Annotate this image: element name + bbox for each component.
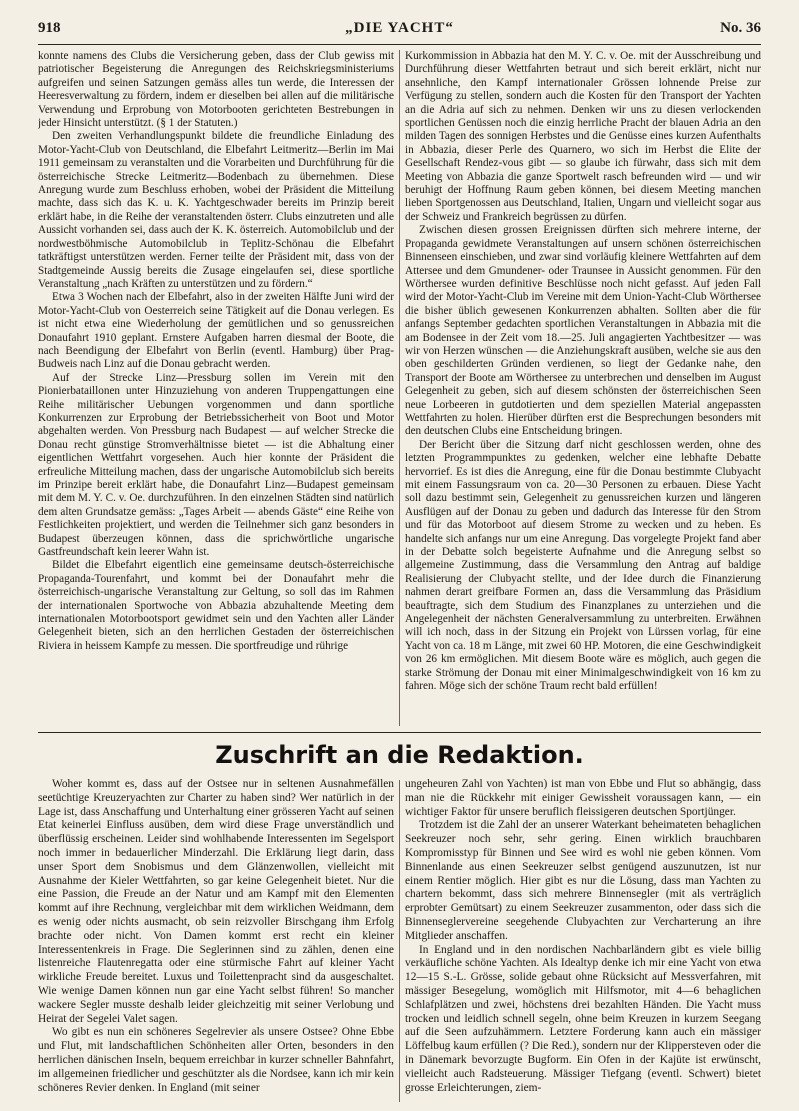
journal-title: „DIE YACHT“ bbox=[345, 20, 454, 36]
column-divider bbox=[399, 780, 400, 1102]
paragraph: Bildet die Elbefahrt eigentlich eine gemeinsame deutsch-österreichische Propaganda-Tourenfahrt, und kommt bei der Donaufahrt mehr die österreichisch-ungarische Veranstaltung zur Geltung, so soll das im Rahmen der internationalen Sportwoche von Abbazia abzuhaltende Meeting dem internationalen Motorbootsport gewidmet sein und den Yachten aller Länder Gelegenheit bieten, sich an den herrlichen Gestaden der österreichischen Riviera in heissem Kampfe zu messen. Die sportfreudige und rührige bbox=[38, 559, 394, 652]
paragraph: Kurkommission in Abbazia hat den M. Y. C. v. Oe. mit der Ausschreibung und Durchführung dieser Wettfahrten betraut und sich bereit erklärt, nicht nur ansehnliche, den Kampf internationaler Grössen lohnende Preise zur Verfügung zu stellen, sondern auch die Kosten für den Transport der Yachten an die Adria auf sich zu nehmen. Denken wir uns zu diesen verlockenden sportlichen Genüssen noch die einzig herrliche Pracht der blauen Adria an den milden Tagen des sonnigen Herbstes und die Genüsse eines kurzen Aufenthalts in Abbazia, dieser Perle des Quarnero, wo sich im Herbst die Elite der Gesellschaft Rendez-vous gibt — so glaube ich fürwahr, dass sich mit dem Meeting von Abbazia die ganze Sportwelt rasch befreunden wird — und wir beruhigt der Hoffnung Raum geben können, bei diesem Meeting manchen lieben Sportgenossen aus Deutschland, Italien, Ungarn und vielleicht sogar aus der Schweiz und Frankreich begrüssen zu dürfen. bbox=[405, 50, 761, 223]
letter-column-right bbox=[405, 778, 761, 1102]
page-header bbox=[38, 14, 761, 45]
letter-column-left bbox=[38, 778, 394, 1102]
paragraph: ungeheuren Zahl von Yachten) ist man von Ebbe und Flut so abhängig, dass man nie die Rückkehr mit einiger Gewissheit voraussagen kann, — ein wichtiger Faktor für unsere beruflich fleissigeren deutschen Sportjünger. bbox=[405, 778, 761, 818]
paragraph: In England und in den nordischen Nachbarländern gibt es viele billig verkäufliche schöne Yachten. Als Idealtyp denke ich mir eine Yacht von etwa 12—15 S.-L. Grösse, solide gebaut ohne Rücksicht auf Messverfahren, mit mässiger Besegelung, womöglich mit Hilfsmotor, mit 4—6 behaglichen Schlafplätzen und zwei, höchstens drei bezahlten Händen. Die Yacht muss trocken und leidlich schnell segeln, ohne beim Kreuzen in kurzem Seegang auf die Seen aufzuhämmern. Letztere Forderung kann auch ein mässiger Löffelbug kaum erfüllen (? Die Red.), sondern nur der Klippersteven oder die in Dänemark bevorzugte Bugform. Ein Ofen in der Kajüte ist erwünscht, vielleicht auch Radsteuerung. Mässiger Tiefgang (eventl. Schwert) bietet grosse Erleichterungen, ziem- bbox=[405, 943, 761, 1094]
paragraph: Trotzdem ist die Zahl der an unserer Waterkant beheimateten behaglichen Seekreuzer noch sehr, sehr gering. Einen wirklich brauchbaren Kompromisstyp für Binnen und See wird es wohl nie geben können. Vom Binnenlande aus einen Seekreuzer selbst genügend auszunutzen, ist nur einem Rentier möglich. Hier gibt es nur die Lösung, dass man Yachten zu chartern bekommt, dass sich mehrere Binnensegler (mit als verträglich erprobter Gemütsart) zu einem Seekreuzer zusammenton, oder dass sich die Binnenseglervereine seegehende Clubyachten zur Vercharterung an ihre Mitglieder anschaffen. bbox=[405, 819, 761, 942]
section-heading: Zuschrift an die Redaktion. bbox=[215, 741, 584, 769]
paragraph: konnte namens des Clubs die Versicherung geben, dass der Club gewiss mit patriotischer Begeisterung die Anregungen des Reichskriegsministeriums aufgreifen und seinen Satzungen gemäss alles tun werde, die Interessen der Heeresverwaltung zu fördern, indem er dieselben bei allen auf die militärische Verwendung und Erprobung von Motorbooten gerichteten Bestrebungen in jeder Hinsicht unterstützt. (§ 1 der Statuten.) bbox=[38, 50, 394, 130]
paragraph: Der Bericht über die Sitzung darf nicht geschlossen werden, ohne des letzten Programmpunktes zu gedenken, welcher eine lebhafte Debatte hervorrief. Es ist dies die Anregung, eine für die Donau bestimmte Clubyacht mit einem Fassungsraum von ca. 20—30 Personen zu erbauen. Diese Yacht soll dazu bestimmt sein, Gelegenheit zu genussreichen kurzen und längeren Ausflügen auf der Donau zu geben und dadurch das Interesse für den Strom und für das Motorboot auf diesem Strome zu wecken und zu heben. Es handelte sich anfangs nur um eine Anregung. Das vorgelegte Projekt fand aber in der Debatte solch begeisterte Aufnahme und die Anregung selbst so allgemeine Zustimmung, dass die Versammlung den Antrag auf baldige Realisierung der Clubyacht stellte, und der Idee durch die Finanzierung nahmen derart greifbare Formen an, dass die Versammlung das Präsidium beauftragte, sich dem Studium des Finanzplanes zu unterziehen und die Angelegenheit der nächsten Generalversammlung zu unterbreiten. Erwähnen will ich noch, dass in der Sitzung ein Projekt von Lürssen vorlag, für eine Yacht von ca. 18 m Länge, mit zwei 60 HP. Motoren, die eine Geschwindigkeit von 26 km ermöglichen. Mit diesem Boote wäre es möglich, auch gegen die starke Strömung der Donau mit einer Minimalgeschwindigkeit von 16 km zu fahren. Möge sich der schöne Traum recht bald erfüllen! bbox=[405, 438, 761, 693]
article-column-left bbox=[38, 50, 394, 726]
paragraph: Zwischen diesen grossen Ereignissen dürften sich mehrere interne, der Propaganda gewidmete Veranstaltungen auf unsern schönen österreichischen Binnenseen einschieben, und zwar sind vorläufig kleinere Wettfahrten auf dem Attersee und dem Gmundener- oder Traunsee in Aussicht genommen. Für den Wörthersee wurden definitive Beschlüsse noch nicht gefasst. Auf jeden Fall wird der Motor-Yacht-Club im Vereine mit dem Union-Yacht-Club Wörthersee die bisher üblich gewesenen Konkurrenzen abhalten. Sollten aber die für anfangs September gedachten sportlichen Veranstaltungen in Abbazia mit die am Bodensee in der Zeit vom 18.—25. Juli angagierten Yachtbesitzer — was wir von Herzen wünschen — die Anziehungskraft ausüben, welche sie aus den oben geschilderten Gründen verdienen, so liegt der Gedanke nahe, den Transport der Boote am Wörthersee zu unterbrechen und denselben im August Gelegenheit zu geben, sich auf diesem schönsten der österreichischen Seen neue Lorbeeren in gutdotierten und dem speziellen Material angepassten Wettfahrten zu holen. Hierüber dürften erst die Besprechungen besonders mit den deutschen Clubs eine Entscheidung bringen. bbox=[405, 224, 761, 438]
paragraph: Den zweiten Verhandlungspunkt bildete die freundliche Einladung des Motor-Yacht-Club von Deutschland, die Elbefahrt Leitmeritz—Berlin im Mai 1911 gemeinsam zu veranstalten und die Vorarbeiten und Durchführung für die österreichische Strecke Leitmeritz—Bodenbach zu übernehmen. Diese Anregung wurde zum Beschluss erhoben, wobei der Präsident die Mitteilung machte, dass sich das K. u. K. Yachtgeschwader bereits im Prinzip bereit erklärt habe, in die Reihe der veranstaltenden österr. Clubs einzutreten und alle Aussicht vorhanden sei, dass auch der K. K. österreich. Automobilclub und der nordwestböhmische Automobilclub in Teplitz-Schönau die Elbefahrt tatkräftigst unterstützen werden. Ferner teilte der Präsident mit, dass von der Stadtgemeinde Aussig bereits die Zusage eingelaufen sei, diese sportliche Veranstaltung „nach Kräften zu unterstützen und zu fördern.“ bbox=[38, 130, 394, 290]
paragraph: Etwa 3 Wochen nach der Elbefahrt, also in der zweiten Hälfte Juni wird der Motor-Yacht-Club von Oesterreich seine Tätigkeit auf die Donau verlegen. Es ist nicht etwa eine Wiederholung der gemütlichen und so genussreichen Donaufahrt 1910 geplant. Ernstere Aufgaben harren diesmal der Boote, die nach Beendigung der Elbefahrt von Berlin (eventl. Hamburg) über Prag-Budweis nach Linz auf die Donau gebracht werden. bbox=[38, 291, 394, 371]
issue-number: No. 36 bbox=[720, 20, 761, 36]
page-number: 918 bbox=[38, 20, 61, 36]
paragraph: Wo gibt es nun ein schöneres Segelrevier als unsere Ostsee? Ohne Ebbe und Flut, mit landschaftlichen Schönheiten aller Orten, besonders in den herrlichen dänischen Inseln, bequem erreichbar in kurzer schneller Bahnfahrt, im allgemeinen friedlicher und geschützter als die Nordsee, kann ich mir kein schöneres Revier denken. In England (mit seiner bbox=[38, 1026, 394, 1094]
section-divider bbox=[38, 732, 761, 733]
paragraph: Auf der Strecke Linz—Pressburg sollen im Verein mit den Pionierbataillonen unter Hinzuziehung von anderen Truppengattungen eine Reihe militärischer Uebungen vorgenommen und dann sportliche Konkurrenzen zur Erprobung der Betriebssicherheit von Boot und Motor abgehalten werden. Von Pressburg nach Budapest — auf welcher Strecke die Donau recht günstige Stromverhältnisse bietet — ist die Abhaltung einer eigentlichen Wettfahrt vorgesehen. Auch hier konnte der Präsident die erfreuliche Mitteilung machen, dass der ungarische Automobilclub sich bereits im Prinzipe bereit erklärt habe, die Donaufahrt Linz—Budapest gemeinsam mit dem M. Y. C. v. Oe. durchzuführen. In den einzelnen Städten sind natürlich dem alten Grundsatze gemäss: „Tages Arbeit — abends Gäste“ eine Reihe von Festlichkeiten projektiert, und werden die Teilnehmer sich ganz besonders in Budapest überzeugen können, dass die sprichwörtliche ungarische Gastfreundschaft kein leerer Wahn ist. bbox=[38, 371, 394, 559]
paragraph: Woher kommt es, dass auf der Ostsee nur in seltenen Ausnahmefällen seetüchtige Kreuzeryachten zur Charter zu haben sind? Wer natürlich in der Lage ist, dass Anschaffung und Unterhaltung einer grösseren Yacht auf seinen Etat keinerlei Einfluss ausüben, dem wird diese Frage unverständlich und überflüssig erscheinen. Leider sind wohlhabende Interessenten im Segelsport noch immer in bedauerlicher Minderzahl. Die Erklärung liegt darin, dass unser Sport dem Snobismus und dem Glänzenwollen, vielleicht mit Ausnahme der Kieler Wettfahrten, so gar keine Gelegenheit bietet. Nur die eine Passion, die Freude an der Natur und am Kampf mit den Elementen kommt auf ihre Rechnung, vergleichbar mit dem wirklichen Weidmann, dem es wenig oder nichts ausmacht, ob sein reizvoller Birschgang ihm Erfolg brachte oder nicht. Von Damen kommt erst recht ein kleiner Interessentenkreis in Frage. Die Seglerinnen sind zu zählen, denen eine listenreiche Flautenregatta oder eine stürmische Fahrt auf kleiner Yacht wirkliche Freude bereitet. Luxus und Toilettenpracht sind da ausgeschaltet. Wie wenige Damen können nun gar eine Yacht selbst führen! So mancher wackere Segler musste deshalb leider gleichzeitig mit seiner Verlobung und Heirat der Segelei Valet sagen. bbox=[38, 778, 394, 1025]
article-column-right bbox=[405, 50, 761, 726]
column-divider bbox=[399, 50, 400, 726]
